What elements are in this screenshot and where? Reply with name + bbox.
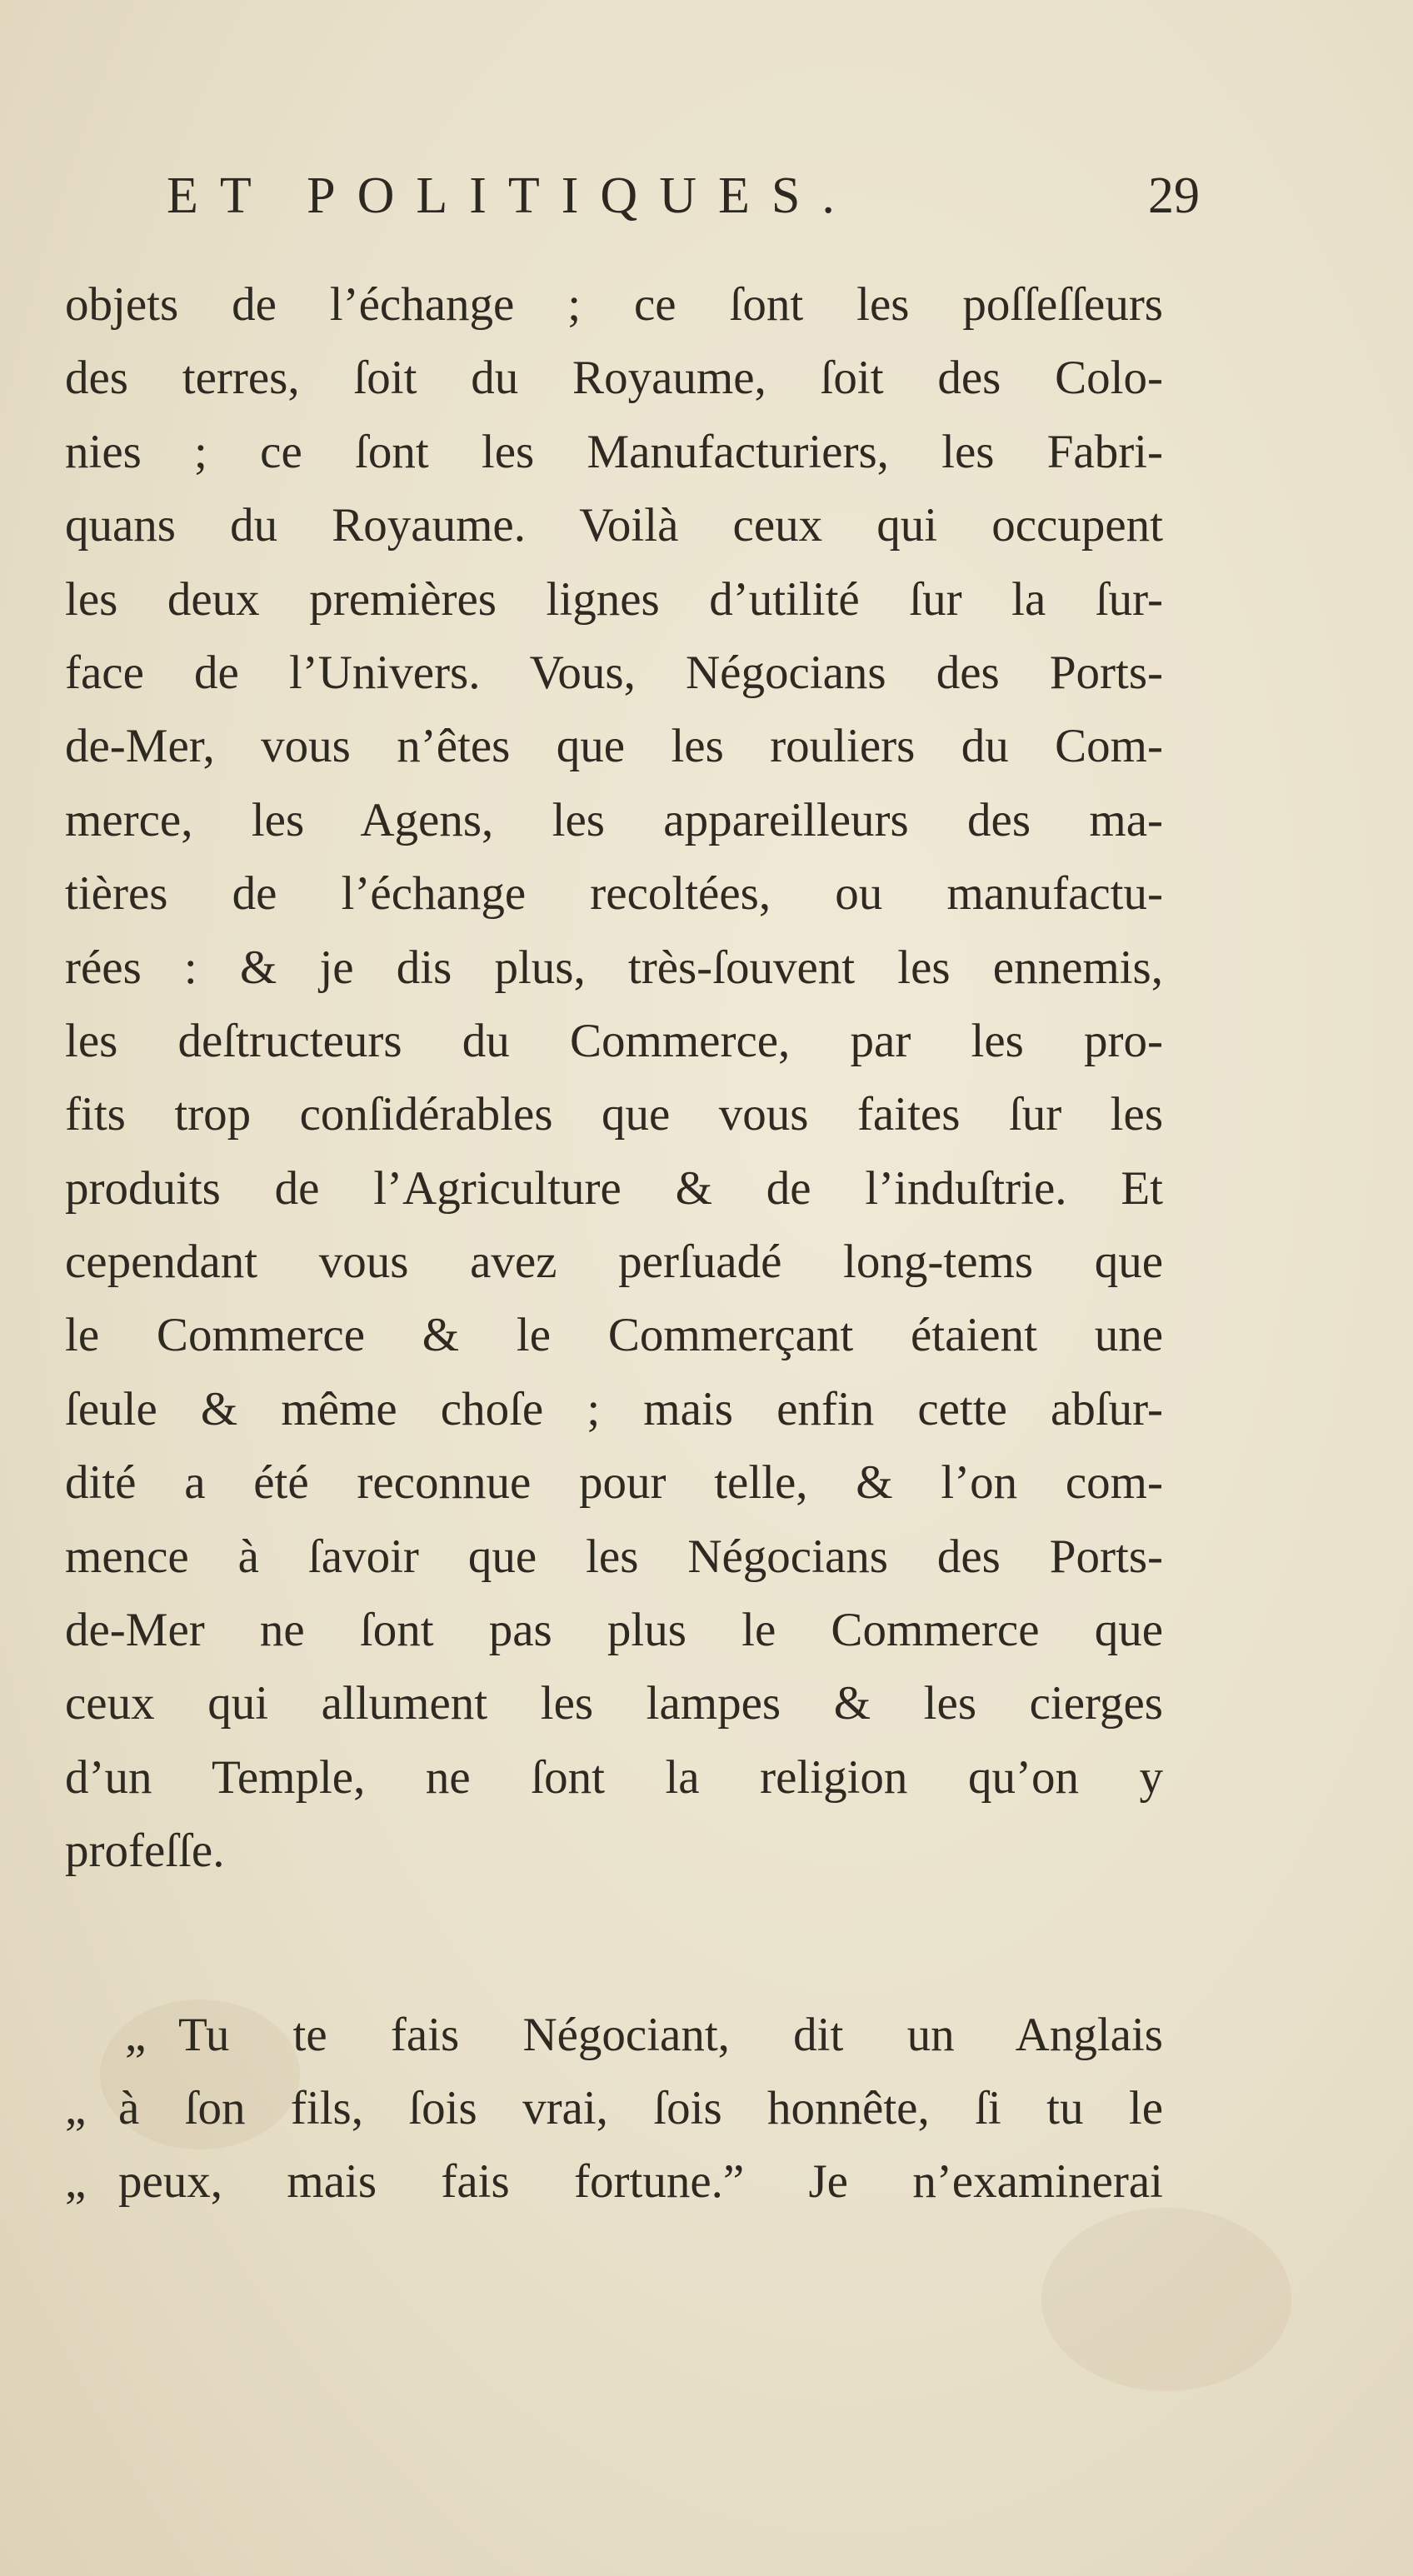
text-line: les deux premières lignes d’utilité ſur la ſur- [65, 572, 1163, 626]
text-line: quans du Royaume. Voilà ceux qui occupent [65, 499, 1163, 552]
text-line: de-Mer ne ſont pas plus le Commerce que [65, 1604, 1163, 1657]
quote-line [65, 2145, 1163, 2219]
quote-mark: „ [125, 2008, 147, 2061]
paragraph-gap [65, 1889, 1163, 1999]
quote-mark: „ [65, 2154, 87, 2208]
quote-mark: „ [65, 2081, 87, 2134]
text-line: le Commerce & le Commerçant étaient une [65, 1309, 1163, 1362]
text-line: face de l’Univers. Vous, Négocians des Ports- [65, 646, 1163, 699]
paper-stain [1041, 2208, 1291, 2391]
text-line: d’un Temple, ne ſont la religion qu’on y [65, 1750, 1163, 1804]
text-line: les deſtructeurs du Commerce, par les pro- [65, 1014, 1163, 1067]
text-line: nies ; ce ſont les Manufacturiers, les Fabri- [65, 425, 1163, 478]
text-line: Tu te fais Négociant, dit un Anglais [178, 2008, 1163, 2061]
text-line: objets de l’échange ; ce ſont les poſſeſſeurs [65, 278, 1163, 331]
text-line: à ſon fils, ſois vrai, ſois honnête, ſi tu le [118, 2081, 1163, 2134]
text-line: fits trop conſidérables que vous faites ſur les [65, 1088, 1163, 1141]
text-line: dité a été reconnue pour telle, & l’on com- [65, 1456, 1163, 1510]
text-line: de-Mer, vous n’êtes que les rouliers du Com- [65, 720, 1163, 773]
page-number: 29 [1148, 167, 1200, 224]
quote-line [65, 2072, 1163, 2145]
quote-line [65, 1999, 1163, 2072]
text-line: produits de l’Agriculture & de l’induſtrie. Et [65, 1161, 1163, 1215]
text-line: des terres, ſoit du Royaume, ſoit des Colo- [65, 352, 1163, 405]
paragraph-1 [65, 268, 1163, 1889]
text-line: ſeule & même choſe ; mais enfin cette abſur- [65, 1382, 1163, 1435]
text-line: merce, les Agens, les appareilleurs des ma- [65, 793, 1163, 846]
text-line: rées : & je dis plus, très-ſouvent les ennemis, [65, 941, 1163, 994]
text-line: peux, mais fais fortune.” Je n’examinerai [118, 2154, 1163, 2208]
text-line: tières de l’échange recoltées, ou manufactu- [65, 867, 1163, 921]
paragraph-2 [65, 1999, 1163, 2219]
running-title: ET POLITIQUES. [167, 167, 856, 224]
text-line: cependant vous avez perſuadé long-tems que [65, 1236, 1163, 1289]
page-header [167, 158, 1200, 233]
text-line: profeſſe. [65, 1825, 225, 1878]
text-line: ceux qui allument les lampes & les cierges [65, 1677, 1163, 1730]
text-line: mence à ſavoir que les Négocians des Ports- [65, 1530, 1163, 1583]
body-text [65, 268, 1163, 2219]
